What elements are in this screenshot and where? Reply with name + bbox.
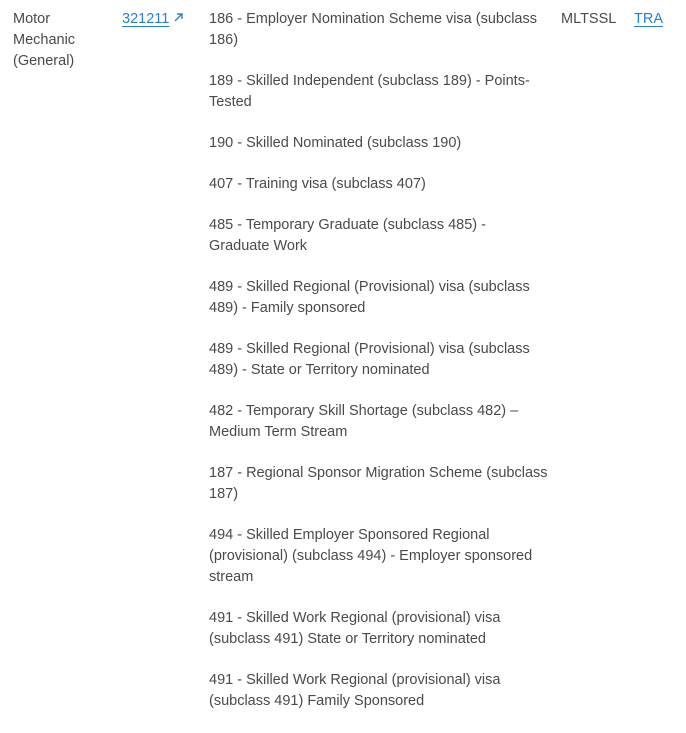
visa-item: 190 - Skilled Nominated (subclass 190): [209, 135, 462, 151]
visa-item: 494 - Skilled Employer Sponsored Regional (provisional) (subclass 494) - Employer sponsored stream: [209, 527, 533, 585]
visa-item: 482 - Temporary Skill Shortage (subclass 482) – Medium Term Stream: [209, 403, 519, 440]
assessing-authority-link[interactable]: TRA: [634, 11, 663, 27]
visa-item: 187 - Regional Sponsor Migration Scheme (subclass 187): [209, 465, 548, 502]
visa-item: 407 - Training visa (subclass 407): [209, 176, 426, 192]
visa-item: 186 - Employer Nomination Scheme visa (subclass 186): [209, 11, 537, 48]
anzsco-code-text: 321211: [122, 11, 170, 27]
visa-item: 189 - Skilled Independent (subclass 189) - Points-Tested: [209, 73, 530, 110]
visa-item: 489 - Skilled Regional (Provisional) visa (subclass 489) - Family sponsored: [209, 279, 530, 316]
visa-item: 489 - Skilled Regional (Provisional) visa (subclass 489) - State or Territory nominated: [209, 341, 530, 378]
anzsco-code-cell: [122, 9, 184, 30]
assessing-authority-cell: [634, 9, 663, 30]
visa-list: [209, 9, 549, 732]
occupation-name: Motor Mechanic (General): [13, 11, 76, 69]
visa-item: 491 - Skilled Work Regional (provisional) visa (subclass 491) State or Territory nominated: [209, 610, 501, 647]
skills-list: MLTSSL: [561, 11, 617, 27]
external-link-icon: [173, 12, 184, 23]
anzsco-code-link[interactable]: [122, 11, 184, 27]
visa-item: 485 - Temporary Graduate (subclass 485) - Graduate Work: [209, 217, 486, 254]
visa-item: 491 - Skilled Work Regional (provisional) visa (subclass 491) Family Sponsored: [209, 672, 501, 709]
